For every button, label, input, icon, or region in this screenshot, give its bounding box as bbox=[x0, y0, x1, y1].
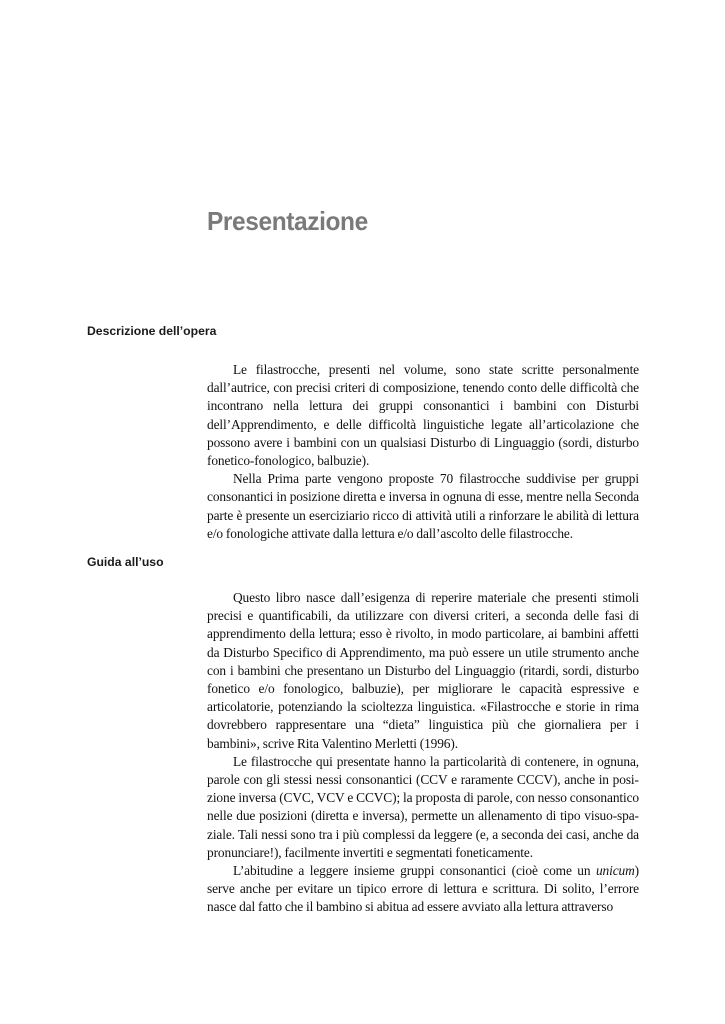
italic-term: unicum bbox=[595, 863, 635, 879]
section-heading-guida: Guida all’uso bbox=[87, 555, 164, 569]
paragraph: Le filastrocche qui presentate hanno la particolarità di contenere, in ognuna, parole con gli stessi nessi consonantici (CCV e raramente CCCV), anche in posizione inversa (CVC, VCV e CCVC); la proposta di parole, con nesso consonantico nelle due posizioni (diretta e inversa), permette un allenamento di tipo visuo-spaziale. Tali nessi sono tra i più complessi da leggere (e, a seconda dei casi, anche da pronunciare!), facilmente invertiti e segmentati foneticamente. bbox=[207, 753, 639, 860]
paragraph bbox=[207, 862, 639, 917]
section-heading-descrizione: Descrizione dell’opera bbox=[87, 324, 217, 338]
paragraph: Questo libro nasce dall’esigenza di reperire materiale che presenti stimoli precisi e quantificabili, da utilizzare con diversi criteri, a seconda delle fasi di apprendimento della lettura; esso è rivolto, in modo particolare, ai bambini affetti da Disturbo Specifico di Apprendimento, ma può essere un utile strumento anche con i bambini che presentano un Disturbo del Linguaggio (ritardi, sordi, disturbo fonetico e/o fonologico, balbuzie), per migliorare le capacità espressive e articolatorie, potenziando la scioltezza linguistica. «Filastrocche e storie in rima dovrebbero rappresentare una “dieta” linguistica più che giornaliera per i bambini», scrive Rita Valentino Merletti (1996). bbox=[207, 590, 639, 751]
section-body-descrizione bbox=[207, 361, 639, 543]
paragraph: Le filastrocche, presenti nel volume, sono state scritte personalmente dall’autrice, con precisi criteri di composizione, tenendo conto delle difficoltà che incontrano nella lettura dei gruppi consonantici i bambini con Disturbi dell’Apprendimento, e delle difficoltà linguistiche legate all’articolazione che possono avere i bambini con un qualsiasi Disturbo di Linguaggio (sordi, disturbo fonetico-fonologico, balbuzie). bbox=[207, 362, 639, 469]
page-title: Presentazione bbox=[207, 206, 368, 236]
paragraph-text: L’abitudine a leggere insieme gruppi consonantici (cioè come un bbox=[233, 863, 596, 879]
paragraph: Nella Prima parte vengono proposte 70 filastrocche suddivise per gruppi consonantici in posizione diretta e inversa in ognuna di esse, mentre nella Seconda parte è presente un eserciziario ricco di attività utili a rinforzare le abilità di lettura e/o fonologiche attivate dalla lettura e/o dall’ascolto delle filastrocche. bbox=[207, 471, 639, 541]
paragraph-text: ) serve anche per evitare un tipico errore di lettura e scrittura. Di solito, l’errore nasce dal fatto che il bambino si abitua ad essere avviato alla lettura attraverso bbox=[207, 863, 639, 915]
section-body-guida bbox=[207, 589, 639, 917]
